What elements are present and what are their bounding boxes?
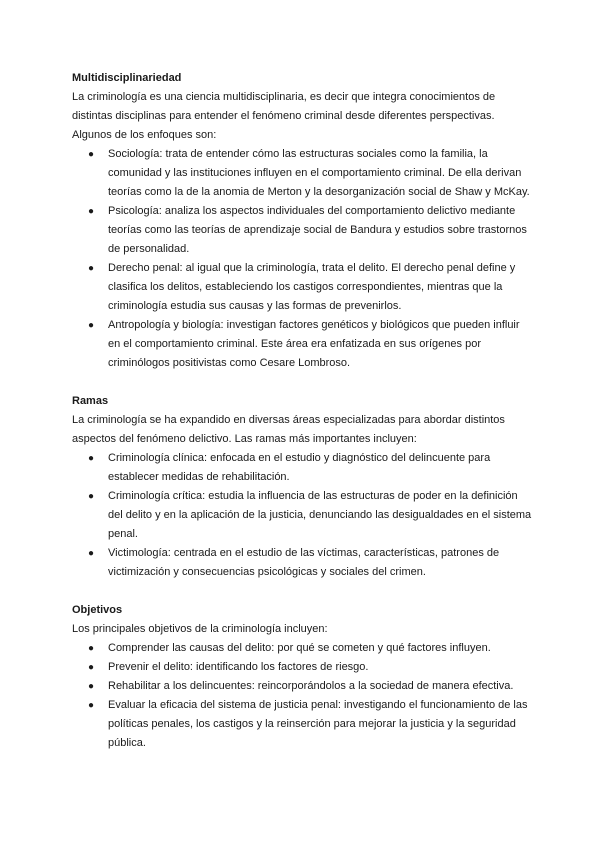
list-item [88, 677, 534, 696]
bullet-icon: ● [88, 491, 95, 502]
section-objetivos [72, 601, 534, 753]
list-item [88, 639, 534, 658]
list-item-text: Prevenir el delito: identificando los factores de riesgo. [108, 661, 369, 673]
list-item-text: Criminología crítica: estudia la influencia de las estructuras de poder en la definición del delito y en la aplicación de la justicia, denunciando las desigualdades en el sistema penal. [108, 490, 532, 540]
list-item-text: Psicología: analiza los aspectos individuales del comportamiento delictivo mediante teorías como las teorías de aprendizaje social de Bandura y estudios sobre trastornos de personalidad. [108, 205, 527, 255]
bullet-list [72, 639, 534, 753]
bullet-icon: ● [88, 149, 95, 160]
list-item-text: Antropología y biología: investigan factores genéticos y biológicos que pueden influir en el comportamiento criminal. Este área era enfatizada en sus orígenes por criminólogos positivistas como Cesare Lombroso. [108, 319, 520, 369]
list-item-text: Comprender las causas del delito: por qué se cometen y qué factores influyen. [108, 642, 491, 654]
list-item [88, 449, 534, 487]
section-intro: La criminología es una ciencia multidisciplinaria, es decir que integra conocimientos de distintas disciplinas para entender el fenómeno criminal desde diferentes perspectivas. Algunos de los enfoques son: [72, 91, 496, 141]
list-item-text: Victimología: centrada en el estudio de las víctimas, características, patrones de victimización y consecuencias psicológicas y sociales del crimen. [108, 547, 500, 578]
section-ramas [72, 392, 534, 582]
bullet-icon: ● [88, 548, 95, 559]
section-heading: Multidisciplinariedad [72, 72, 182, 84]
section-intro: La criminología se ha expandido en diversas áreas especializadas para abordar distintos aspectos del fenómeno delictivo. Las ramas más importantes incluyen: [72, 414, 505, 445]
bullet-icon: ● [88, 263, 95, 274]
list-item-text: Rehabilitar a los delincuentes: reincorporándolos a la sociedad de manera efectiva. [108, 680, 514, 692]
section-heading: Objetivos [72, 604, 123, 616]
list-item [88, 696, 534, 753]
list-item [88, 202, 534, 259]
list-item-text: Derecho penal: al igual que la criminología, trata el delito. El derecho penal define y clasifica los delitos, estableciendo los castigos correspondientes, mientras que la criminología estudia sus causas y las formas de prevenirlos. [108, 262, 516, 312]
list-item [88, 316, 534, 373]
bullet-list [72, 145, 534, 373]
list-item [88, 658, 534, 677]
bullet-icon: ● [88, 662, 95, 673]
bullet-list [72, 449, 534, 582]
bullet-icon: ● [88, 320, 95, 331]
list-item-text: Sociología: trata de entender cómo las estructuras sociales como la familia, la comunidad y las instituciones influyen en el comportamiento criminal. De ella derivan teorías como la de la anomia de Merton y la desorganización social de Shaw y McKay. [108, 148, 530, 198]
list-item [88, 544, 534, 582]
bullet-icon: ● [88, 681, 95, 692]
list-item-text: Criminología clínica: enfocada en el estudio y diagnóstico del delincuente para establecer medidas de rehabilitación. [108, 452, 491, 483]
list-item [88, 487, 534, 544]
list-item [88, 145, 534, 202]
section-heading: Ramas [72, 395, 109, 407]
list-item [88, 259, 534, 316]
bullet-icon: ● [88, 700, 95, 711]
list-item-text: Evaluar la eficacia del sistema de justicia penal: investigando el funcionamiento de las políticas penales, los castigos y la reinserción para mejorar la justicia y la seguridad pública. [108, 699, 528, 749]
section-intro: Los principales objetivos de la criminología incluyen: [72, 623, 328, 635]
document-page [72, 69, 534, 772]
section-multidisciplinariedad [72, 69, 534, 373]
bullet-icon: ● [88, 453, 95, 464]
bullet-icon: ● [88, 206, 95, 217]
bullet-icon: ● [88, 643, 95, 654]
